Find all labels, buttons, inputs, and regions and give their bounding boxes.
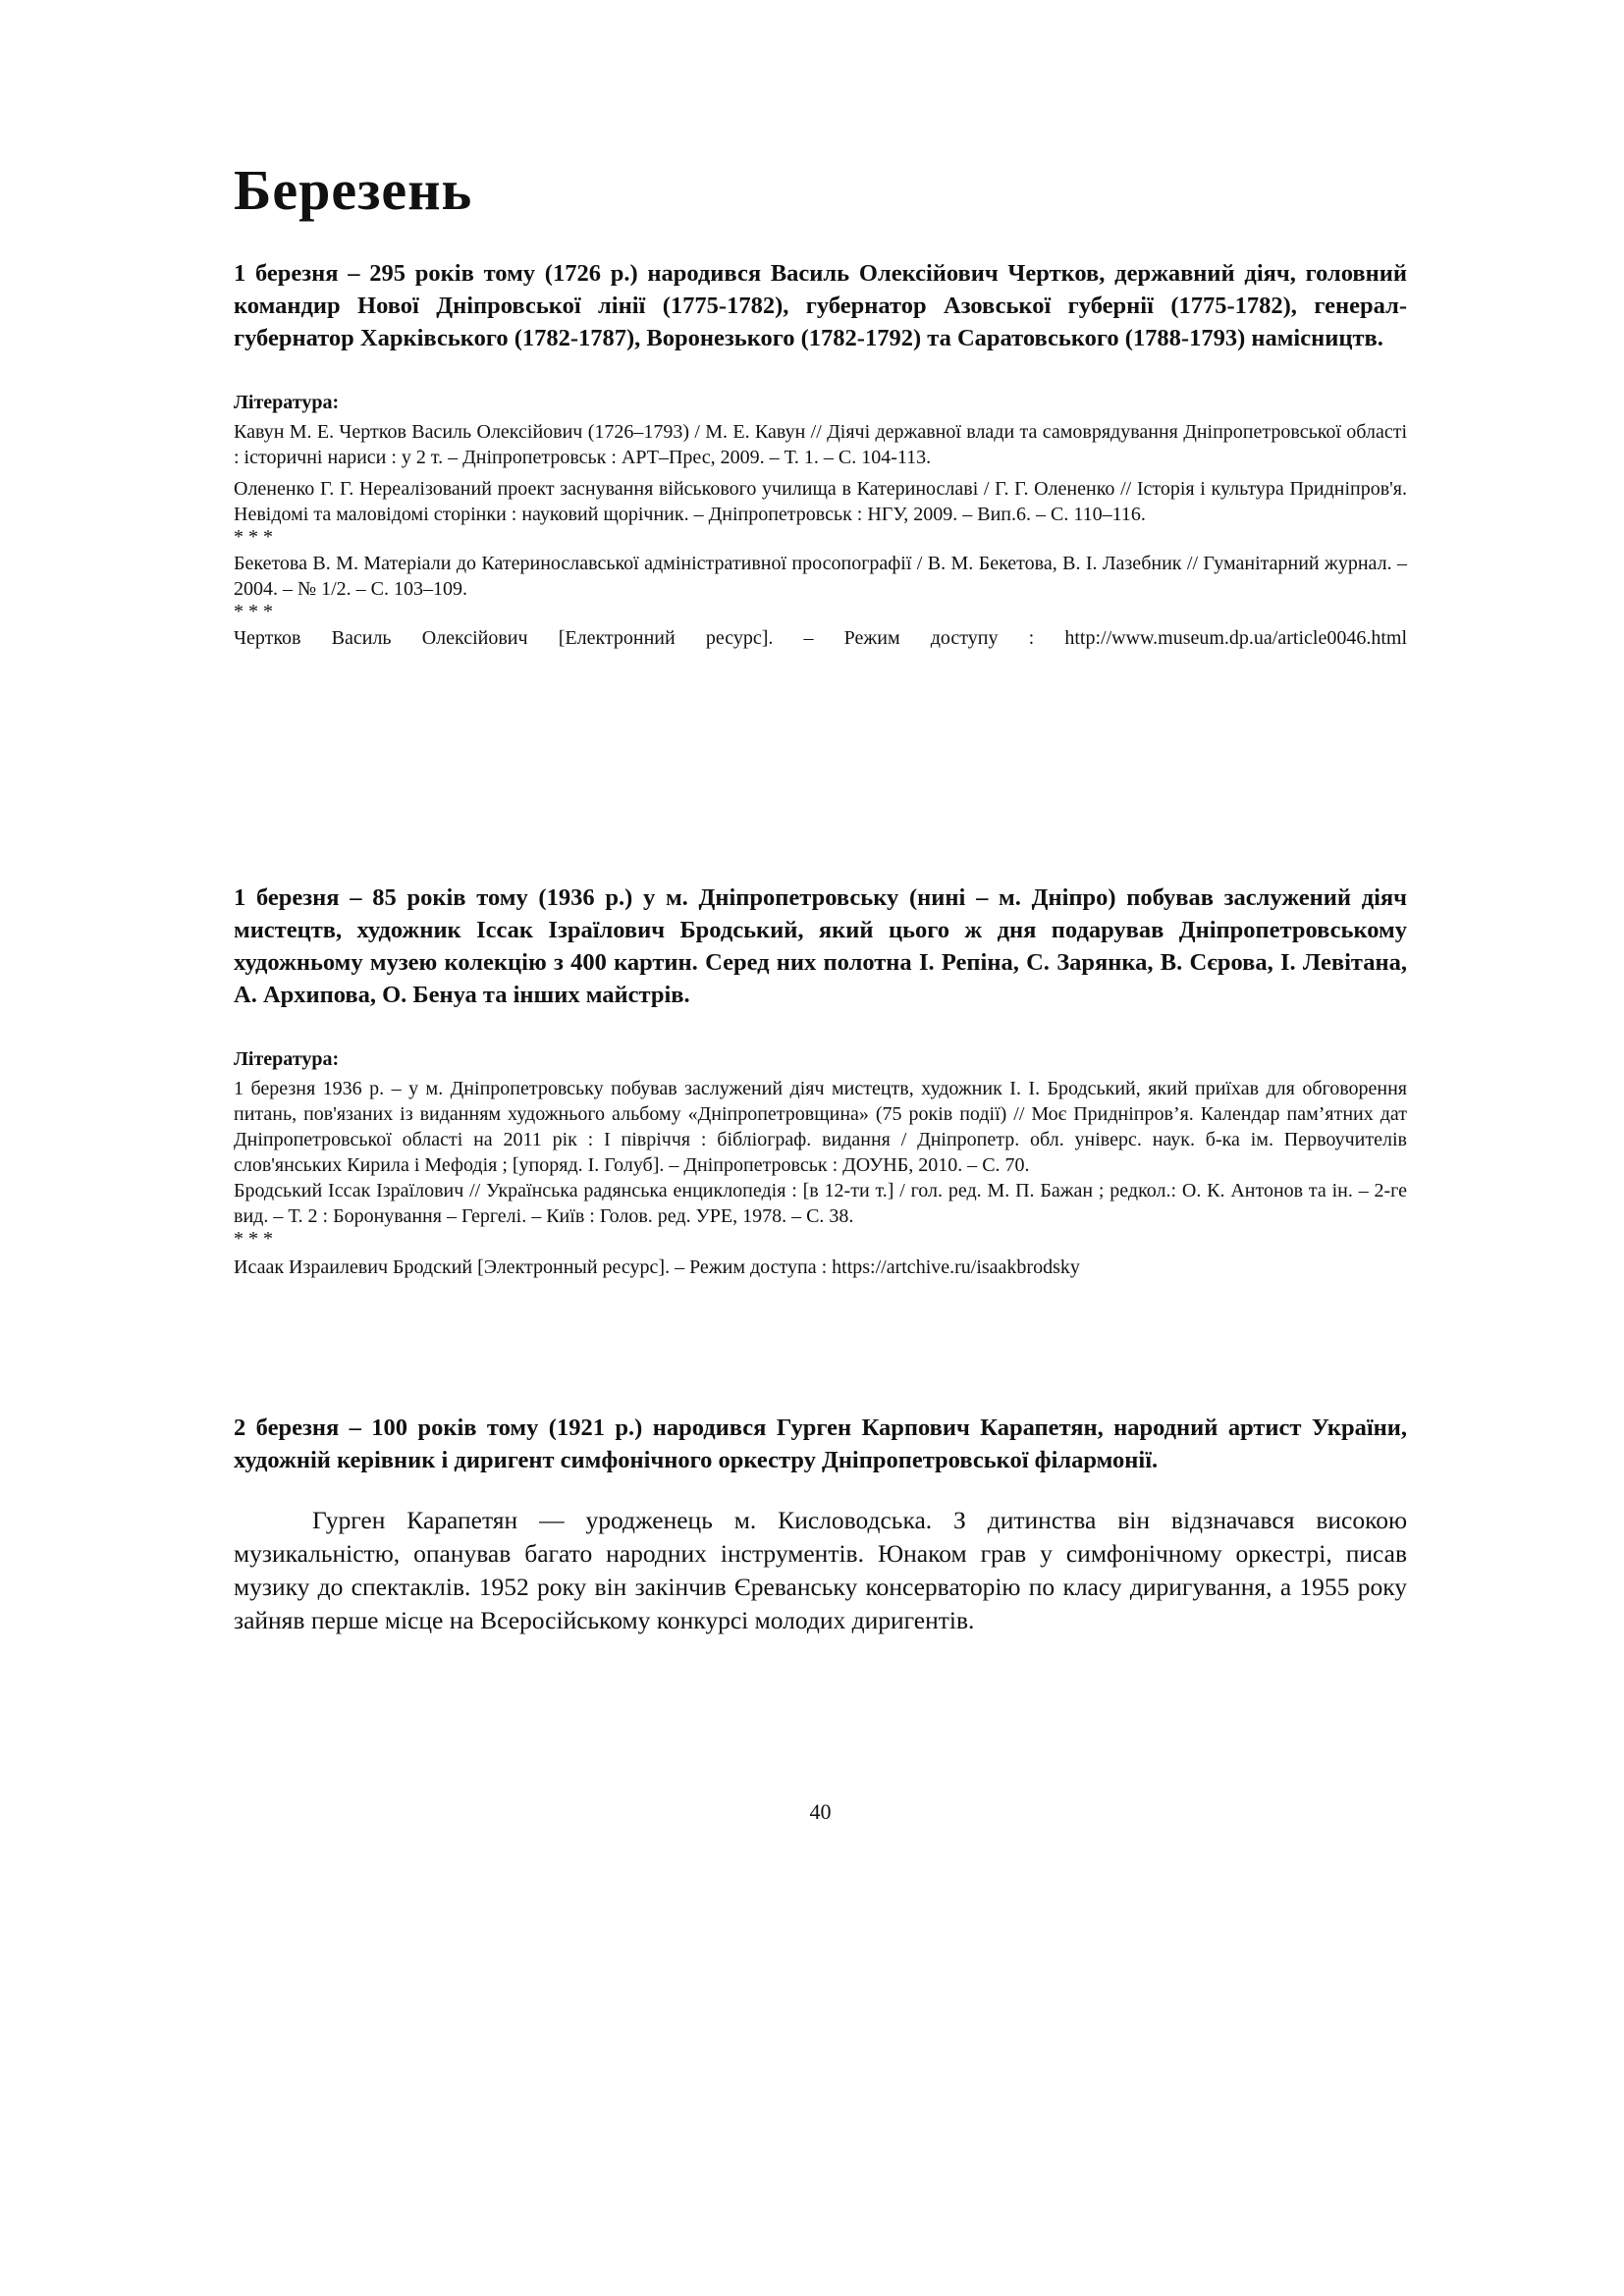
section-chertkov: [234, 257, 1407, 651]
reference-item: Чертков Василь Олексійович [Електронний ресурс]. – Режим доступу : http://www.museum.dp.ua/article0046.html: [234, 627, 1407, 649]
reference-item: 1 березня 1936 р. – у м. Дніпропетровську побував заслужений діяч мистецтв, художник І. І. Бродський, який приїхав для обговорення питань, пов'язаних із виданням художнього альбому «Дніпропетровщина» (75 років події) // Моє Придніпров’я. Календар пам’ятних дат Дніпропетровської області на 2011 рік : І півріччя : бібліограф. видання / Дніпропетр. обл. універс. наук. б-ка ім. Первоучителів слов'янських Кирила і Мефодія ; [упоряд. І. Голуб]. – Дніпропетровськ : ДОУНБ, 2010. – С. 70.: [234, 1078, 1407, 1176]
reference-item: Исаак Израилевич Бродский [Электронный ресурс]. – Режим доступа : https://artchive.ru/isaakbrodsky: [234, 1256, 1080, 1278]
reference-item: Кавун М. Е. Чертков Василь Олексійович (1726–1793) / М. Е. Кавун // Діячі державної влади та самоврядування Дніпропетровської області : історичні нариси : у 2 т. – Дніпропетровськ : АРТ–Прес, 2009. – Т. 1. – С. 104-113.: [234, 421, 1407, 468]
event-heading: 1 березня – 85 років тому (1936 р.) у м. Дніпропетровську (нині – м. Дніпро) побував заслужений діяч мистецтв, художник Іссак Ізраїлович Бродський, який цього ж дня подарував Дніпропетровському художньому музею колекцію з 400 картин. Серед них полотна І. Репіна, С. Зарянка, В. Сєрова, І. Левітана, А. Архипова, О. Бенуа та інших майстрів.: [234, 884, 1407, 1008]
section-karapetyan: [234, 1412, 1407, 1637]
event-heading: 2 березня – 100 років тому (1921 р.) народився Гурген Карпович Карапетян, народний артист України, художній керівник і диригент симфонічного оркестру Дніпропетровської філармонії.: [234, 1415, 1407, 1473]
section-brodsky: [234, 881, 1407, 1286]
reference-item: Бродський Іссак Ізраїлович // Українська радянська енциклопедія : [в 12-ти т.] / гол. ред. М. П. Бажан ; редкол.: О. К. Антонов та ін. – 2-ге вид. – Т. 2 : Боронування – Гергелі. – Київ : Голов. ред. УРЕ, 1978. – С. 38.: [234, 1180, 1407, 1227]
body-paragraph: Гурген Карапетян — уродженець м. Кисловодська. З дитинства він відзначався високою музикальністю, опанував багато народних інструментів. Юнаком грав у симфонічному оркестрі, писав музику до спектаклів. 1952 року він закінчив Єреванську консерваторію по класу диригування, а 1955 року зайняв перше місце на Всеросійському конкурсі молодих диригентів.: [234, 1506, 1407, 1634]
separator-stars: * * *: [234, 601, 273, 622]
reference-item: Бекетова В. М. Матеріали до Катеринославської адміністративної просопографії / В. М. Бекетова, В. І. Лазебник // Гуманітарний журнал. – 2004. – № 1/2. – С. 103–109.: [234, 553, 1407, 600]
event-heading: 1 березня – 295 років тому (1726 р.) народився Василь Олексійович Чертков, державний діяч, головний командир Нової Дніпровської лінії (1775-1782), губернатор Азовської губернії (1775-1782), генерал-губернатор Харківського (1782-1787), Воронезького (1782-1792) та Саратовського (1788-1793) намісництв.: [234, 260, 1407, 351]
page-number: 40: [809, 1799, 832, 1824]
literature-heading: Література:: [234, 1048, 340, 1070]
literature-heading: Література:: [234, 392, 340, 413]
separator-stars: * * *: [234, 1228, 273, 1250]
page-title: Березень: [234, 158, 473, 222]
reference-item: Олененко Г. Г. Нереалізований проект заснування військового училища в Катеринославі / Г. Г. Олененко // Історія і культура Придніпров'я. Невідомі та маловідомі сторінки : науковий щорічник. – Дніпропетровськ : НГУ, 2009. – Вип.6. – С. 110–116.: [234, 478, 1407, 525]
separator-stars: * * *: [234, 526, 273, 548]
